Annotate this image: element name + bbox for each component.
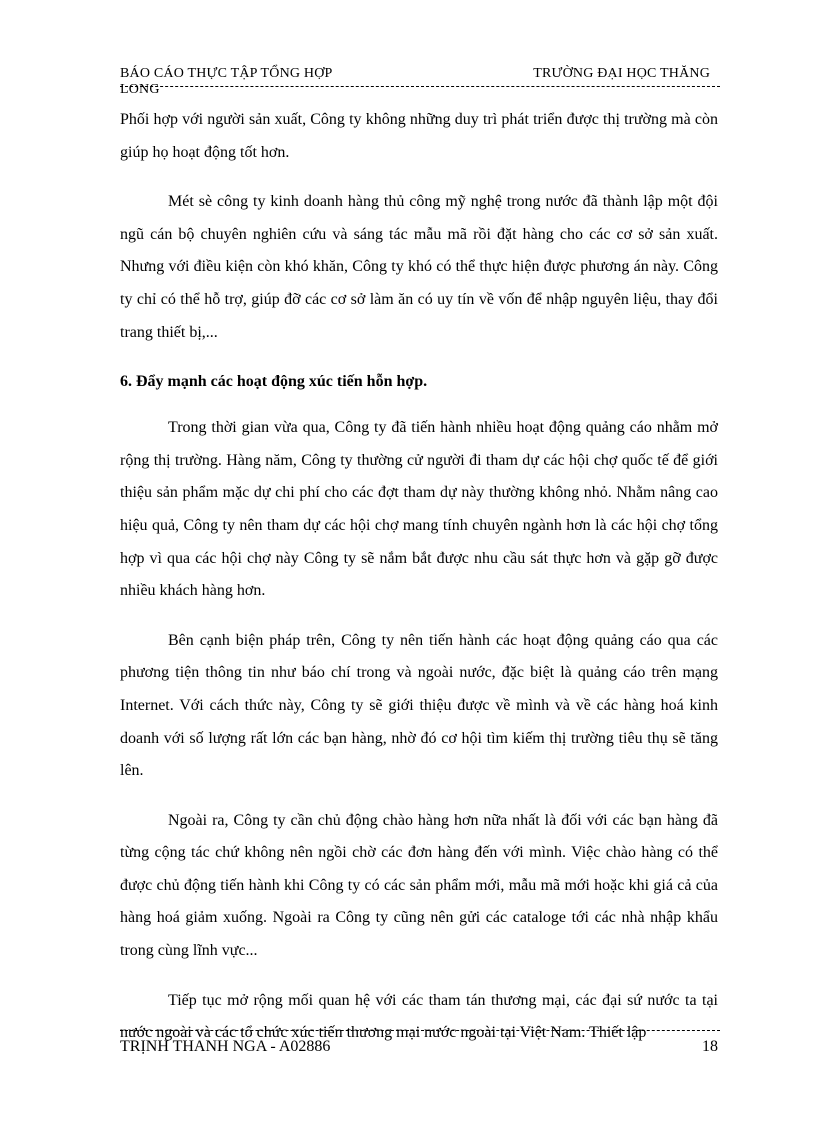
header-report-title [120,66,350,98]
body-paragraph: Phối hợp với người sản xuất, Công ty không những duy trì phát triển được thị trường mà còn giúp họ hoạt động tốt hơn. [120,111,718,161]
header-divider [120,86,720,87]
header-report-title-line2: LONG [120,82,160,97]
document-body [120,104,718,1067]
page-footer [120,1036,718,1058]
page-number: 18 [702,1038,718,1055]
body-paragraph: Mét sè công ty kinh doanh hàng thủ công mỹ nghệ trong nước đã thành lập một đội ngũ cán bộ chuyên nghiên cứu và sáng tác mẫu mã rồi đặt hàng cho các cơ sở sản xuất. Nhưng với điều kiện còn khó khăn, Công ty khó có thể thực hiện được phương án này. Công ty chỉ có thể hỗ trợ, giúp đỡ các cơ sở làm ăn có uy tín về vốn để nhập nguyên liệu, thay đổi trang thiết bị,... [120,193,718,341]
footer-divider [120,1030,720,1031]
body-paragraph: Ngoài ra, Công ty cần chủ động chào hàng hơn nữa nhất là đối với các bạn hàng đã từng cộng tác chứ không nên ngồi chờ các đơn hàng đến với mình. Việc chào hàng có thể được chủ động tiến hành khi Công ty có các sản phẩm mới, mẫu mã mới hoặc khi giá cả của hàng hoá giảm xuống. Ngoài ra Công ty cũng nên gửi các cataloge tới các nhà nhập khẩu trong cùng lĩnh vực... [120,811,718,960]
body-paragraph: Bên cạnh biện pháp trên, Công ty nên tiến hành các hoạt động quảng cáo qua các phương tiện thông tin như báo chí trong và ngoài nước, đặc biệt là quảng cáo trên mạng Internet. Với cách thức này, Công ty sẽ giới thiệu được về mình và về các hàng hoá kinh doanh với số lượng rất lớn các bạn hàng, nhờ đó cơ hội tìm kiếm thị trường tiêu thụ sẽ tăng lên. [120,631,718,780]
body-paragraph: Tiếp tục mở rộng mối quan hệ với các tham tán thương mại, các đại sứ nước ta tại nước ngoài và các tổ chức xúc tiến thương mại nước ngoài tại Việt Nam. Thiết lập [120,991,718,1042]
page-header [120,66,718,100]
section-heading: 6. Đẩy mạnh các hoạt động xúc tiến hỗn hợp. [120,373,428,391]
header-report-title-line1: BÁO CÁO THỰC TẬP TỔNG HỢP [120,66,333,81]
footer-author: TRỊNH THANH NGA - A02886 [120,1038,331,1055]
body-paragraph: Trong thời gian vừa qua, Công ty đã tiến hành nhiều hoạt động quảng cáo nhằm mở rộng thị trường. Hàng năm, Công ty thường cử người đi tham dự các hội chợ quốc tế để giới thiệu sản phẩm mặc dự chi phí cho các đợt tham dự này thường không nhỏ. Nhằm nâng cao hiệu quả, Công ty nên tham dự các hội chợ mang tính chuyên ngành hơn là các hội chợ tổng hợp vì qua các hội chợ này Công ty sẽ nắm bắt được nhu cầu sát thực hơn và gặp gỡ được nhiều khách hàng hơn. [120,419,718,600]
header-university-name: TRƯỜNG ĐẠI HỌC THĂNG [533,66,710,81]
